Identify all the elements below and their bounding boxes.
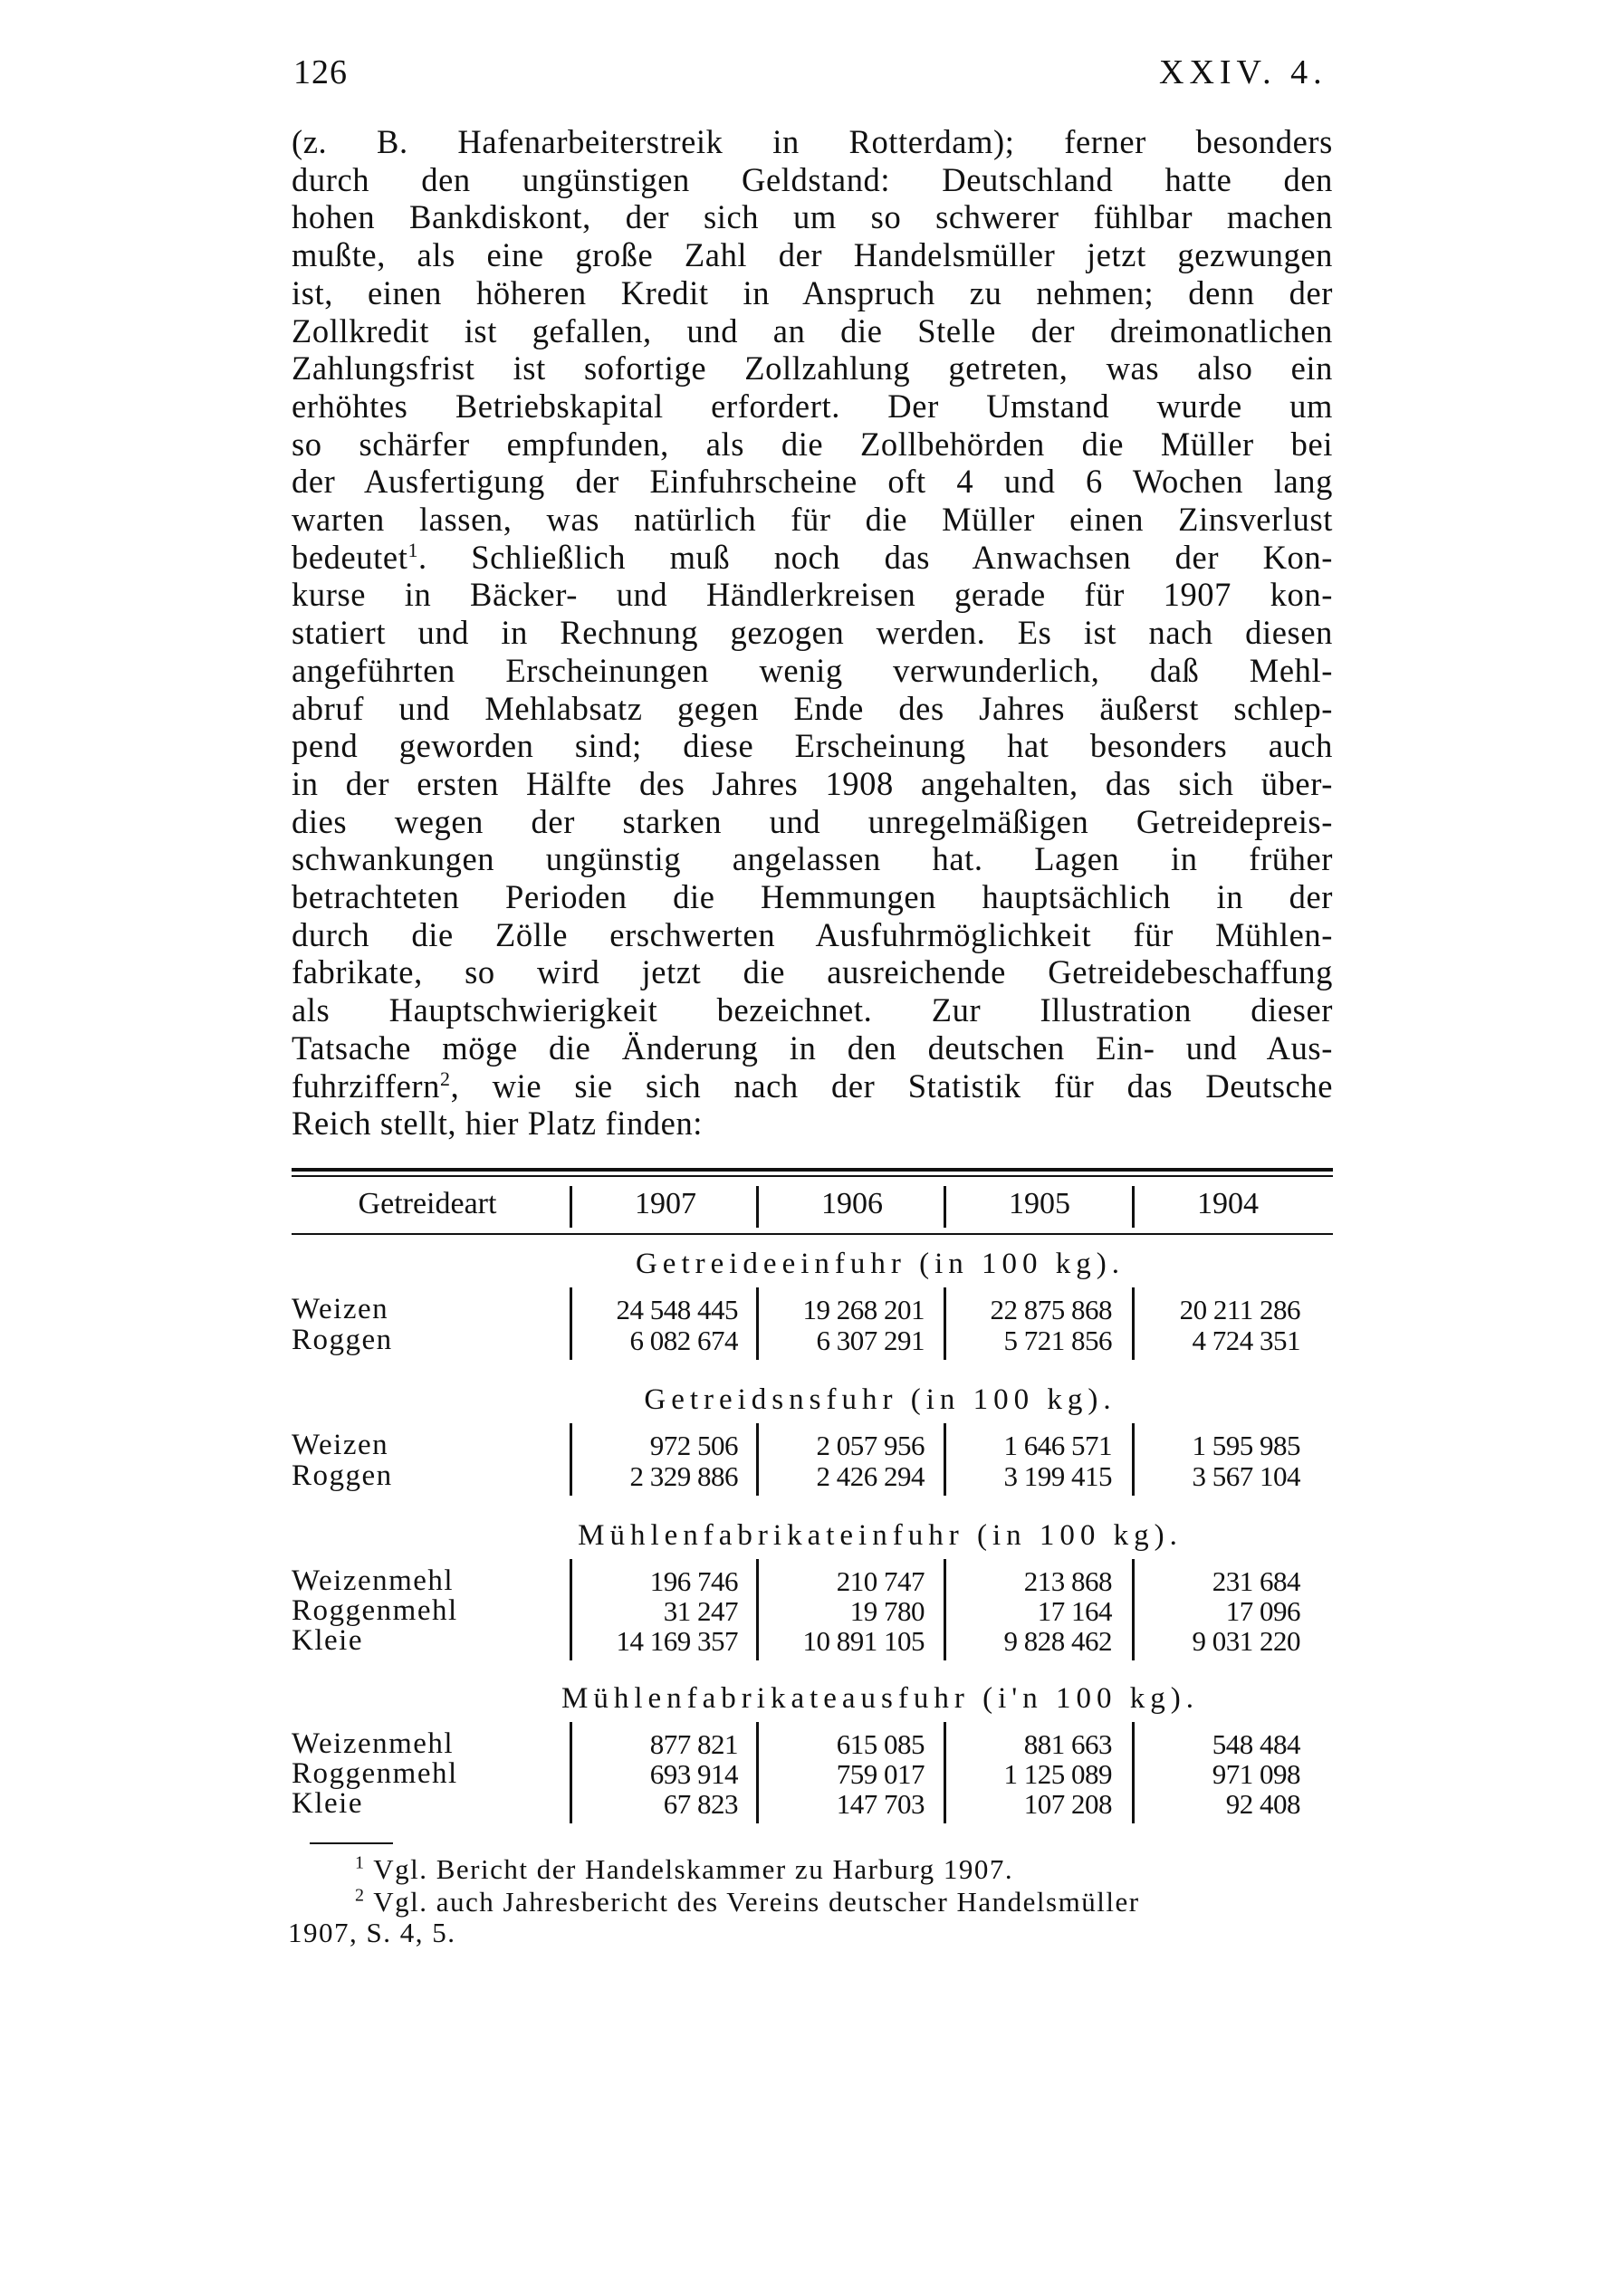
footnote-mark: 2 xyxy=(355,1885,366,1906)
table-cell: 693 914 xyxy=(649,1758,738,1790)
table-top-rule xyxy=(292,1168,1333,1172)
footnote-1 xyxy=(355,1854,1013,1885)
row-label: Roggenmehl xyxy=(292,1757,458,1790)
column-divider xyxy=(1132,1559,1135,1660)
table-cell: 972 506 xyxy=(649,1430,738,1461)
column-divider xyxy=(944,1722,946,1823)
row-label: Weizenmehl xyxy=(292,1727,455,1760)
text-line: ist, einen höheren Kredit in Anspruch zu nehmen; denn der xyxy=(292,273,1333,311)
text-line: durch den ungünstigen Geldstand: Deutschland hatte den xyxy=(292,160,1333,198)
text-line: warten lassen, was natürlich für die Müller einen Zinsverlust xyxy=(292,501,1333,539)
column-divider xyxy=(570,1559,572,1660)
column-header-1907: 1907 xyxy=(635,1187,696,1220)
footnote-separator xyxy=(310,1842,393,1844)
header-bottom-rule xyxy=(292,1233,1333,1235)
table-cell: 881 663 xyxy=(1023,1728,1112,1760)
text-line xyxy=(292,539,1333,577)
column-divider xyxy=(756,1423,759,1496)
table-cell: 877 821 xyxy=(649,1728,738,1760)
column-divider xyxy=(1132,1287,1135,1360)
text-fragment: , wie sie sich nach der Statistik für das Deutsche xyxy=(450,1067,1333,1105)
section-title-muehlenfabrikateinfuhr: Mühlenfabrikateinfuhr (in 100 kg). xyxy=(578,1519,1183,1552)
text-line: kurse in Bäcker- und Händlerkreisen gerade für 1907 kon- xyxy=(292,576,1333,614)
text-line: der Ausfertigung der Einfuhrscheine oft 4 und 6 Wochen lang xyxy=(292,463,1333,501)
text-line: Reich stellt, hier Platz finden: xyxy=(292,1105,704,1143)
header-divider xyxy=(944,1186,946,1228)
section-title-getreideausfuhr: Getreidsnsfuhr (in 100 kg). xyxy=(644,1383,1116,1416)
column-header-getreideart: Getreideart xyxy=(358,1187,497,1220)
row-label: Kleie xyxy=(292,1787,363,1820)
row-label: Roggenmehl xyxy=(292,1594,458,1627)
column-divider xyxy=(570,1722,572,1823)
text-line: Zollkredit ist gefallen, und an die Stelle der dreimonatlichen xyxy=(292,311,1333,349)
table-cell: 24 548 445 xyxy=(616,1294,738,1325)
table-cell: 210 747 xyxy=(836,1565,925,1597)
table-cell: 3 199 415 xyxy=(1003,1460,1112,1492)
column-divider xyxy=(944,1423,946,1496)
table-cell: 1 595 985 xyxy=(1192,1430,1300,1461)
text-line: pend geworden sind; diese Erscheinung hat besonders auch xyxy=(292,727,1333,765)
table-cell: 231 684 xyxy=(1212,1565,1300,1597)
text-line: abruf und Mehlabsatz gegen Ende des Jahres äußerst schlep- xyxy=(292,689,1333,727)
text-line: fabrikate, so wird jetzt die ausreichende Getreidebeschaffung xyxy=(292,953,1333,991)
table-cell: 196 746 xyxy=(649,1565,738,1597)
table-cell: 4 724 351 xyxy=(1192,1325,1300,1356)
row-label: Kleie xyxy=(292,1624,363,1657)
row-label: Roggen xyxy=(292,1324,393,1356)
text-fragment: bedeutet xyxy=(292,538,408,576)
table-cell: 6 082 674 xyxy=(629,1325,738,1356)
table-cell: 213 868 xyxy=(1023,1565,1112,1597)
table-cell: 2 329 886 xyxy=(629,1460,738,1492)
text-line xyxy=(292,1067,1333,1105)
table-cell: 9 828 462 xyxy=(1003,1625,1112,1657)
text-line: angeführten Erscheinungen wenig verwunderlich, daß Mehl- xyxy=(292,651,1333,689)
table-cell: 14 169 357 xyxy=(616,1625,738,1657)
text-line: dies wegen der starken und unregelmäßigen Getreidepreis- xyxy=(292,802,1333,840)
section-title-getreideeinfuhr: Getreideeinfuhr (in 100 kg). xyxy=(635,1248,1126,1280)
body-paragraph xyxy=(292,123,1333,1143)
text-fragment: fuhrziffern xyxy=(292,1067,441,1105)
text-line: hohen Bankdiskont, der sich um so schwerer fühlbar machen xyxy=(292,198,1333,236)
table-cell: 971 098 xyxy=(1212,1758,1300,1790)
text-line: in der ersten Hälfte des Jahres 1908 angehalten, das sich über- xyxy=(292,764,1333,802)
table-cell: 2 057 956 xyxy=(816,1430,925,1461)
table-cell: 67 823 xyxy=(663,1788,738,1820)
column-header-1906: 1906 xyxy=(821,1187,883,1220)
table-cell: 147 703 xyxy=(836,1788,925,1820)
table-cell: 19 268 201 xyxy=(802,1294,925,1325)
footnote-2 xyxy=(355,1887,1140,1918)
header-divider xyxy=(756,1186,759,1228)
text-line: Tatsache möge die Änderung in den deutschen Ein- und Aus- xyxy=(292,1028,1333,1067)
table-top-rule-inner xyxy=(292,1175,1333,1177)
table-cell: 5 721 856 xyxy=(1003,1325,1112,1356)
table-cell: 2 426 294 xyxy=(816,1460,925,1492)
text-line: durch die Zölle erschwerten Ausfuhrmöglichkeit für Mühlen- xyxy=(292,915,1333,953)
page-number: 126 xyxy=(293,53,348,91)
header-divider xyxy=(1132,1186,1135,1228)
footnote-text: Vgl. auch Jahresbericht des Vereins deutscher Handelsmüller xyxy=(373,1886,1140,1918)
table-cell: 6 307 291 xyxy=(816,1325,925,1356)
column-header-1904: 1904 xyxy=(1197,1187,1259,1220)
footnote-2-continuation: 1907, S. 4, 5. xyxy=(288,1917,456,1948)
table-cell: 10 891 105 xyxy=(802,1625,925,1657)
table-cell: 22 875 868 xyxy=(990,1294,1112,1325)
text-line: Zahlungsfrist ist sofortige Zollzahlung getreten, was also ein xyxy=(292,349,1333,387)
row-label: Roggen xyxy=(292,1459,393,1492)
row-label: Weizen xyxy=(292,1429,389,1461)
footnote-mark: 1 xyxy=(355,1852,366,1873)
footnote-marker-2: 2 xyxy=(440,1067,451,1090)
table-cell: 548 484 xyxy=(1212,1728,1300,1760)
column-divider xyxy=(570,1423,572,1496)
text-line: mußte, als eine große Zahl der Handelsmüller jetzt gezwungen xyxy=(292,236,1333,274)
table-cell: 759 017 xyxy=(836,1758,925,1790)
text-line: betrachteten Perioden die Hemmungen hauptsächlich in der xyxy=(292,878,1333,916)
row-label: Weizen xyxy=(292,1293,389,1325)
table-cell: 3 567 104 xyxy=(1192,1460,1300,1492)
table-cell: 17 096 xyxy=(1225,1595,1300,1627)
text-line: so schärfer empfunden, als die Zollbehörden die Müller bei xyxy=(292,425,1333,463)
text-line: als Hauptschwierigkeit bezeichnet. Zur Illustration dieser xyxy=(292,991,1333,1029)
header-divider xyxy=(570,1186,572,1228)
table-cell: 9 031 220 xyxy=(1192,1625,1300,1657)
table-cell: 1 646 571 xyxy=(1003,1430,1112,1461)
text-line: schwankungen ungünstig angelassen hat. Lagen in früher xyxy=(292,840,1333,878)
column-divider xyxy=(1132,1423,1135,1496)
table-cell: 615 085 xyxy=(836,1728,925,1760)
table-cell: 31 247 xyxy=(663,1595,738,1627)
row-label: Weizenmehl xyxy=(292,1564,455,1597)
text-line: statiert und in Rechnung gezogen werden. Es ist nach diesen xyxy=(292,614,1333,652)
table-cell: 1 125 089 xyxy=(1003,1758,1112,1790)
column-divider xyxy=(944,1559,946,1660)
column-header-1905: 1905 xyxy=(1009,1187,1070,1220)
text-line: (z. B. Hafenarbeiterstreik in Rotterdam); ferner besonders xyxy=(292,123,1333,160)
footnote-marker-1: 1 xyxy=(407,538,419,561)
column-divider xyxy=(570,1287,572,1360)
column-divider xyxy=(756,1722,759,1823)
column-divider xyxy=(944,1287,946,1360)
column-divider xyxy=(756,1559,759,1660)
text-line: erhöhtes Betriebskapital erfordert. Der Umstand wurde um xyxy=(292,387,1333,425)
table-cell: 20 211 286 xyxy=(1179,1294,1300,1325)
column-divider xyxy=(1132,1722,1135,1823)
table-cell: 17 164 xyxy=(1037,1595,1112,1627)
table-cell: 107 208 xyxy=(1023,1788,1112,1820)
table-cell: 92 408 xyxy=(1225,1788,1300,1820)
text-fragment: . Schließlich muß noch das Anwachsen der Kon- xyxy=(418,538,1333,576)
chapter-reference: XXIV. 4. xyxy=(1159,53,1327,91)
section-title-muehlenfabrikateausfuhr: Mühlenfabrikateausfuhr (i'n 100 kg). xyxy=(561,1682,1199,1715)
table-cell: 19 780 xyxy=(849,1595,925,1627)
footnote-text: Vgl. Bericht der Handelskammer zu Harburg 1907. xyxy=(373,1853,1014,1885)
column-divider xyxy=(756,1287,759,1360)
